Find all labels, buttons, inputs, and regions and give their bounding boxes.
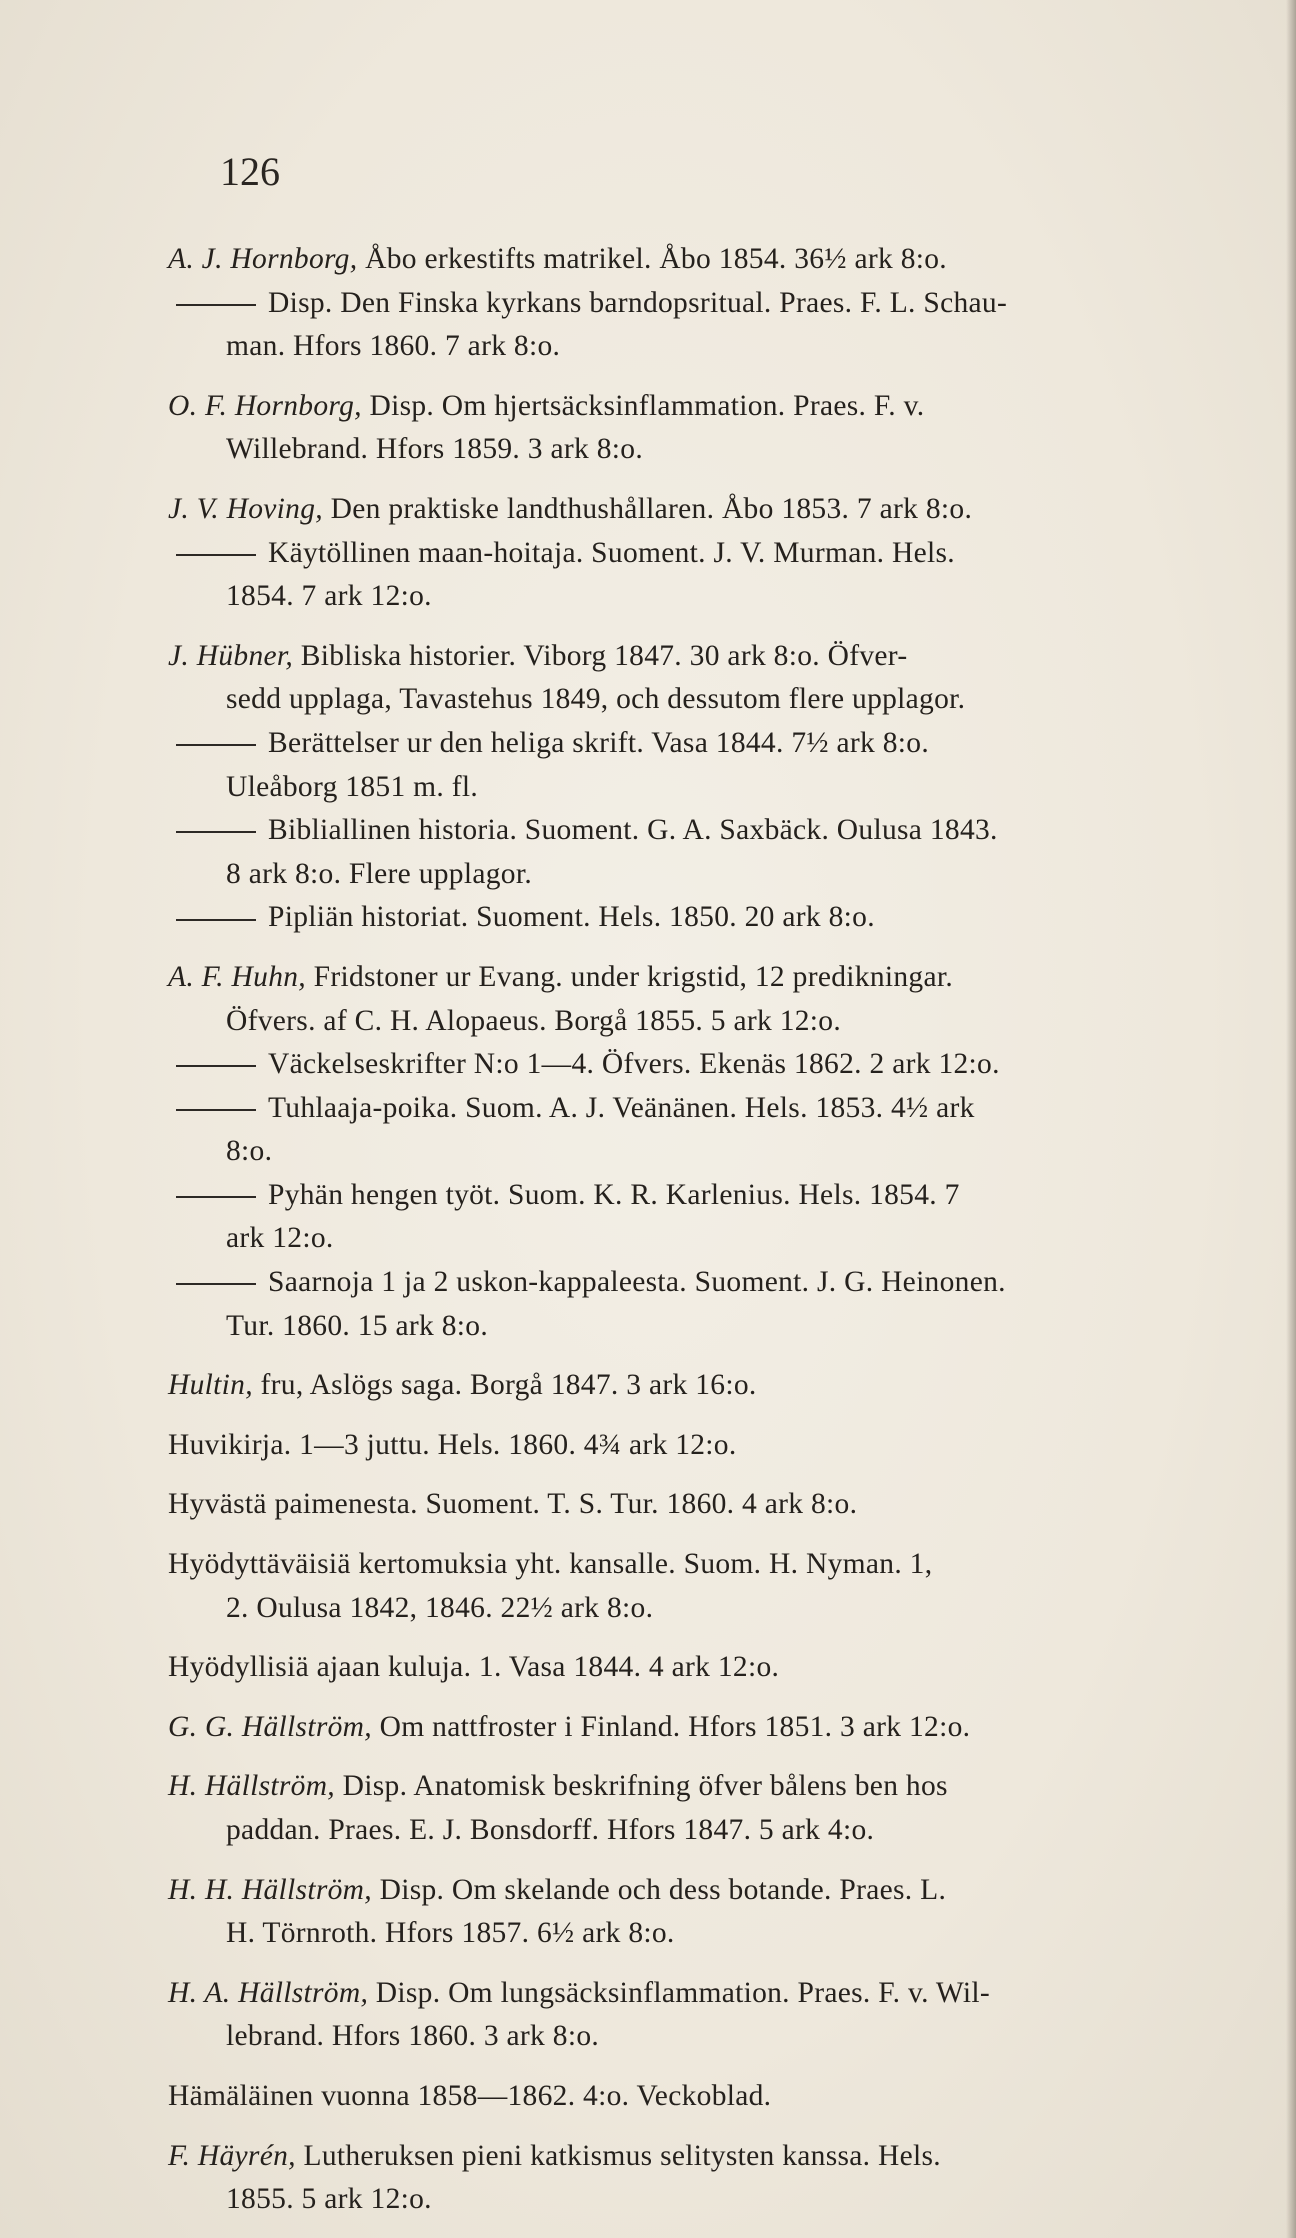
entry-line bbox=[168, 1869, 1208, 1913]
entry-line bbox=[168, 1364, 1208, 1408]
entry-text: Hyödyttäväisiä kertomuksia yht. kansalle. Suom. H. Nyman. 1, bbox=[168, 1548, 933, 1581]
entry-line bbox=[168, 575, 1208, 619]
entry-text: Huvikirja. 1—3 juttu. Hels. 1860. 4¾ ark 12:o. bbox=[168, 1428, 737, 1461]
bibliography-entry bbox=[168, 956, 1208, 1348]
ditto-dash bbox=[176, 1109, 256, 1111]
author-name: H. A. Hällström, bbox=[168, 1976, 369, 2009]
entry-line bbox=[168, 1130, 1208, 1174]
ditto-dash bbox=[176, 304, 256, 306]
bibliography-entry bbox=[168, 1364, 1208, 1408]
bibliography-entry bbox=[168, 1972, 1208, 2059]
entry-text: 1854. 7 ark 12:o. bbox=[226, 580, 432, 613]
entry-line bbox=[168, 1972, 1208, 2016]
entry-text: Hyvästä paimenesta. Suoment. T. S. Tur. 1860. 4 ark 8:o. bbox=[168, 1488, 858, 1521]
entry-line bbox=[168, 1217, 1208, 1261]
entry-text: Öfvers. af C. H. Alopaeus. Borgå 1855. 5 ark 12:o. bbox=[226, 1004, 842, 1037]
entry-line bbox=[168, 2178, 1208, 2222]
page-edge-shadow bbox=[1286, 0, 1296, 2238]
entry-text: ark 12:o. bbox=[226, 1222, 334, 1255]
bibliography-entry bbox=[168, 1543, 1208, 1630]
entry-text: 2. Oulusa 1842, 1846. 22½ ark 8:o. bbox=[226, 1591, 654, 1624]
entry-line bbox=[168, 678, 1208, 722]
entry-line bbox=[168, 635, 1208, 679]
entry-line bbox=[168, 1000, 1208, 1044]
bibliography-entry bbox=[168, 385, 1208, 472]
ditto-dash bbox=[176, 554, 256, 556]
author-name: F. Häyrén, bbox=[168, 2139, 296, 2172]
bibliography-entry bbox=[168, 1706, 1208, 1750]
entry-text: Disp. Anatomisk beskrifning öfver bålens ben hos bbox=[335, 1770, 948, 1803]
entry-text: Disp. Den Finska kyrkans barndopsritual. Praes. F. L. Schau- bbox=[268, 286, 1008, 319]
entry-line bbox=[168, 1424, 1208, 1468]
ditto-dash bbox=[176, 831, 256, 833]
entry-text: 1855. 5 ark 12:o. bbox=[226, 2183, 432, 2216]
entry-line bbox=[168, 722, 1208, 766]
entry-line bbox=[168, 1483, 1208, 1527]
entry-text: Tur. 1860. 15 ark 8:o. bbox=[226, 1309, 489, 1342]
entry-text: lebrand. Hfors 1860. 3 ark 8:o. bbox=[226, 2020, 600, 2053]
author-name: G. G. Hällström, bbox=[168, 1710, 372, 1743]
entry-line bbox=[168, 2075, 1208, 2119]
entry-line bbox=[168, 1646, 1208, 1690]
bibliography-entry bbox=[168, 238, 1208, 369]
entry-text: Disp. Om hjertsäcksinflammation. Praes. F. v. bbox=[361, 389, 925, 422]
ditto-dash bbox=[176, 1283, 256, 1285]
entry-line bbox=[168, 1809, 1208, 1853]
entry-line bbox=[168, 428, 1208, 472]
entry-text: Pipliän historiat. Suoment. Hels. 1850. 20 ark 8:o. bbox=[268, 901, 875, 934]
entry-text: Om nattfroster i Finland. Hfors 1851. 3 ark 12:o. bbox=[371, 1710, 971, 1743]
bibliography-entry bbox=[168, 488, 1208, 619]
entry-line bbox=[168, 1543, 1208, 1587]
bibliography-entry bbox=[168, 1424, 1208, 1468]
ditto-dash bbox=[176, 1065, 256, 1067]
entry-text: Hämäläinen vuonna 1858—1862. 4:o. Veckoblad. bbox=[168, 2079, 772, 2112]
page-number: 126 bbox=[220, 149, 280, 194]
entry-line bbox=[168, 238, 1208, 282]
bibliography-entry bbox=[168, 1483, 1208, 1527]
entry-text: Pyhän hengen työt. Suom. K. R. Karlenius. Hels. 1854. 7 bbox=[268, 1178, 960, 1211]
entry-text: Bibliallinen historia. Suoment. G. A. Saxbäck. Oulusa 1843. bbox=[268, 814, 998, 847]
entry-line bbox=[168, 896, 1208, 940]
bibliography-entries bbox=[168, 238, 1208, 2238]
entry-text: sedd upplaga, Tavastehus 1849, och dessutom flere upplagor. bbox=[226, 683, 966, 716]
ditto-dash bbox=[176, 744, 256, 746]
entry-line bbox=[168, 766, 1208, 810]
entry-text: Bibliska historier. Viborg 1847. 30 ark 8:o. Öfver- bbox=[293, 639, 908, 672]
entry-text: paddan. Praes. E. J. Bonsdorff. Hfors 1847. 5 ark 4:o. bbox=[226, 1814, 875, 1846]
entry-line bbox=[168, 2135, 1208, 2179]
entry-line bbox=[168, 1305, 1208, 1349]
entry-line bbox=[168, 1912, 1208, 1956]
author-name: H. Hällström, bbox=[168, 1770, 335, 1803]
entry-line bbox=[168, 532, 1208, 576]
entry-text: Saarnoja 1 ja 2 uskon-kappaleesta. Suoment. J. G. Heinonen. bbox=[268, 1266, 1006, 1299]
entry-text: 8 ark 8:o. Flere upplagor. bbox=[226, 857, 533, 890]
author-name: J. V. Hoving, bbox=[168, 492, 323, 525]
entry-line bbox=[168, 853, 1208, 897]
entry-text: Berättelser ur den heliga skrift. Vasa 1844. 7½ ark 8:o. bbox=[268, 726, 929, 759]
entry-text: Den praktiske landthushållaren. Åbo 1853. 7 ark 8:o. bbox=[322, 492, 973, 525]
bibliography-entry bbox=[168, 2135, 1208, 2222]
entry-line bbox=[168, 809, 1208, 853]
entry-text: Lutheruksen pieni katkismus selitysten kanssa. Hels. bbox=[295, 2139, 941, 2172]
entry-text: Käytöllinen maan-hoitaja. Suoment. J. V. Murman. Hels. bbox=[268, 536, 955, 569]
entry-line bbox=[168, 1087, 1208, 1131]
author-name: A. F. Huhn, bbox=[168, 960, 306, 993]
bibliography-entry bbox=[168, 2075, 1208, 2119]
entry-line bbox=[168, 385, 1208, 429]
entry-text: Väckelseskrifter N:o 1—4. Öfvers. Ekenäs 1862. 2 ark 12:o. bbox=[268, 1048, 1000, 1081]
entry-text: Disp. Om lungsäcksinflammation. Praes. F. v. Wil- bbox=[368, 1976, 991, 2009]
bibliography-entry bbox=[168, 1765, 1208, 1852]
author-name: H. H. Hällström, bbox=[168, 1873, 372, 1906]
author-name: A. J. Hornborg, bbox=[168, 243, 358, 275]
entry-text: Hyödyllisiä ajaan kuluja. 1. Vasa 1844. 4 ark 12:o. bbox=[168, 1651, 780, 1684]
entry-text: Uleåborg 1851 m. fl. bbox=[226, 770, 479, 803]
entry-line bbox=[168, 282, 1208, 326]
entry-text: fru, Aslögs saga. Borgå 1847. 3 ark 16:o. bbox=[252, 1369, 757, 1402]
bibliography-entry bbox=[168, 1646, 1208, 1690]
entry-line bbox=[168, 956, 1208, 1000]
entry-line bbox=[168, 1174, 1208, 1218]
entry-line bbox=[168, 1765, 1208, 1809]
author-name: O. F. Hornborg, bbox=[168, 389, 362, 422]
entry-text: H. Törnroth. Hfors 1857. 6½ ark 8:o. bbox=[226, 1917, 675, 1950]
entry-text: 8:o. bbox=[226, 1135, 273, 1168]
entry-text: Disp. Om skelande och dess botande. Praes. L. bbox=[371, 1873, 947, 1906]
entry-text: Tuhlaaja-poika. Suom. A. J. Veänänen. Hels. 1853. 4½ ark bbox=[268, 1091, 975, 1124]
entry-line bbox=[168, 2015, 1208, 2059]
bibliography-entry bbox=[168, 1869, 1208, 1956]
ditto-dash bbox=[176, 1196, 256, 1198]
author-name: J. Hübner, bbox=[168, 639, 294, 672]
ditto-dash bbox=[176, 919, 256, 921]
bibliography-entry bbox=[168, 635, 1208, 940]
entry-line bbox=[168, 1587, 1208, 1631]
entry-line bbox=[168, 1043, 1208, 1087]
author-name: Hultin, bbox=[168, 1369, 253, 1402]
entry-text: Fridstoner ur Evang. under krigstid, 12 predikningar. bbox=[305, 960, 954, 993]
entry-text: man. Hfors 1860. 7 ark 8:o. bbox=[226, 330, 561, 363]
entry-line bbox=[168, 488, 1208, 532]
entry-text: Åbo erkestifts matrikel. Åbo 1854. 36½ ark 8:o. bbox=[357, 243, 947, 275]
entry-line bbox=[168, 1706, 1208, 1750]
entry-line bbox=[168, 325, 1208, 369]
entry-line bbox=[168, 1261, 1208, 1305]
entry-text: Willebrand. Hfors 1859. 3 ark 8:o. bbox=[226, 433, 644, 466]
